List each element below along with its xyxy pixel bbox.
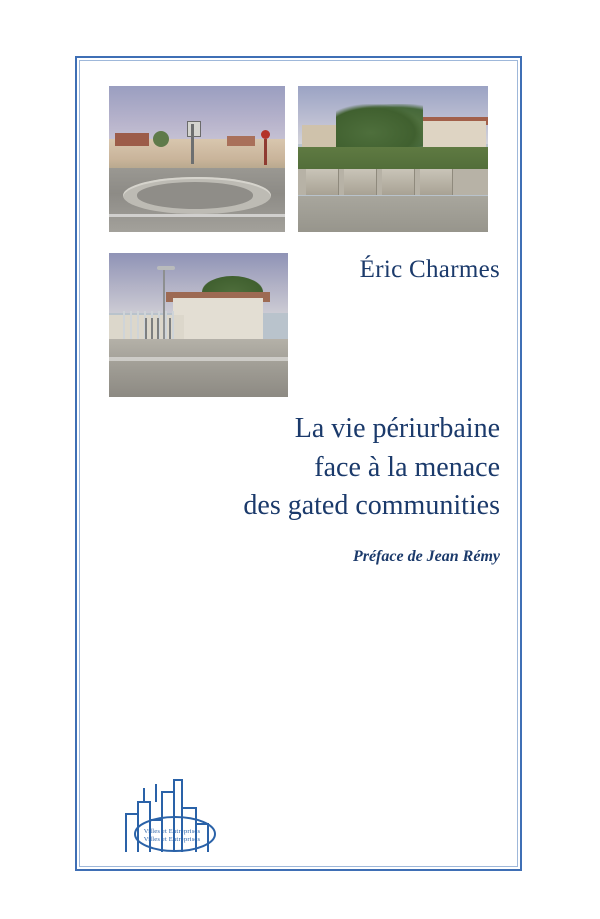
photo2-planter — [306, 169, 339, 195]
book-title-line-1: La vie périurbaine — [294, 413, 500, 444]
book-title-line-2: face à la menace — [314, 451, 500, 483]
photo3-lamp-pole — [163, 267, 165, 342]
photo-hedge-planters — [298, 86, 488, 232]
photo1-road-marking — [109, 214, 285, 217]
photo1-roof-left — [115, 133, 149, 146]
photo3-house — [173, 298, 263, 343]
photo3-ground — [109, 339, 288, 397]
photo-street-roundabout — [109, 86, 285, 232]
photo3-gate — [145, 318, 174, 341]
photo1-roundabout-inner — [137, 182, 253, 208]
book-title-line-3: des gated communities — [243, 490, 500, 522]
photo2-ground — [298, 196, 488, 233]
photo1-road-sign — [187, 121, 201, 137]
photo3-kerb — [109, 357, 288, 361]
photo2-planter — [382, 169, 415, 195]
book-title — [150, 410, 500, 526]
photo2-planter — [420, 169, 453, 195]
photo2-house-right — [423, 121, 486, 150]
photo1-roof-right — [227, 136, 255, 146]
photo2-trees — [336, 104, 423, 152]
photo2-planter — [344, 169, 377, 195]
publisher-logo — [120, 762, 230, 858]
author-name: Éric Charmes — [359, 256, 500, 283]
publisher-name-line-2: Villes et Entreprises — [143, 836, 201, 844]
photo1-stop-post — [264, 139, 267, 165]
photo1-stop-sign — [261, 130, 270, 139]
photo3-lamp-head — [157, 266, 175, 270]
preface-credit: Préface de Jean Rémy — [352, 548, 500, 565]
publisher-name — [120, 828, 224, 844]
photo-gated-entrance — [109, 253, 288, 397]
publisher-name-line-1: Villes et Entreprises — [143, 828, 201, 835]
photo1-sign-pole — [191, 124, 194, 164]
